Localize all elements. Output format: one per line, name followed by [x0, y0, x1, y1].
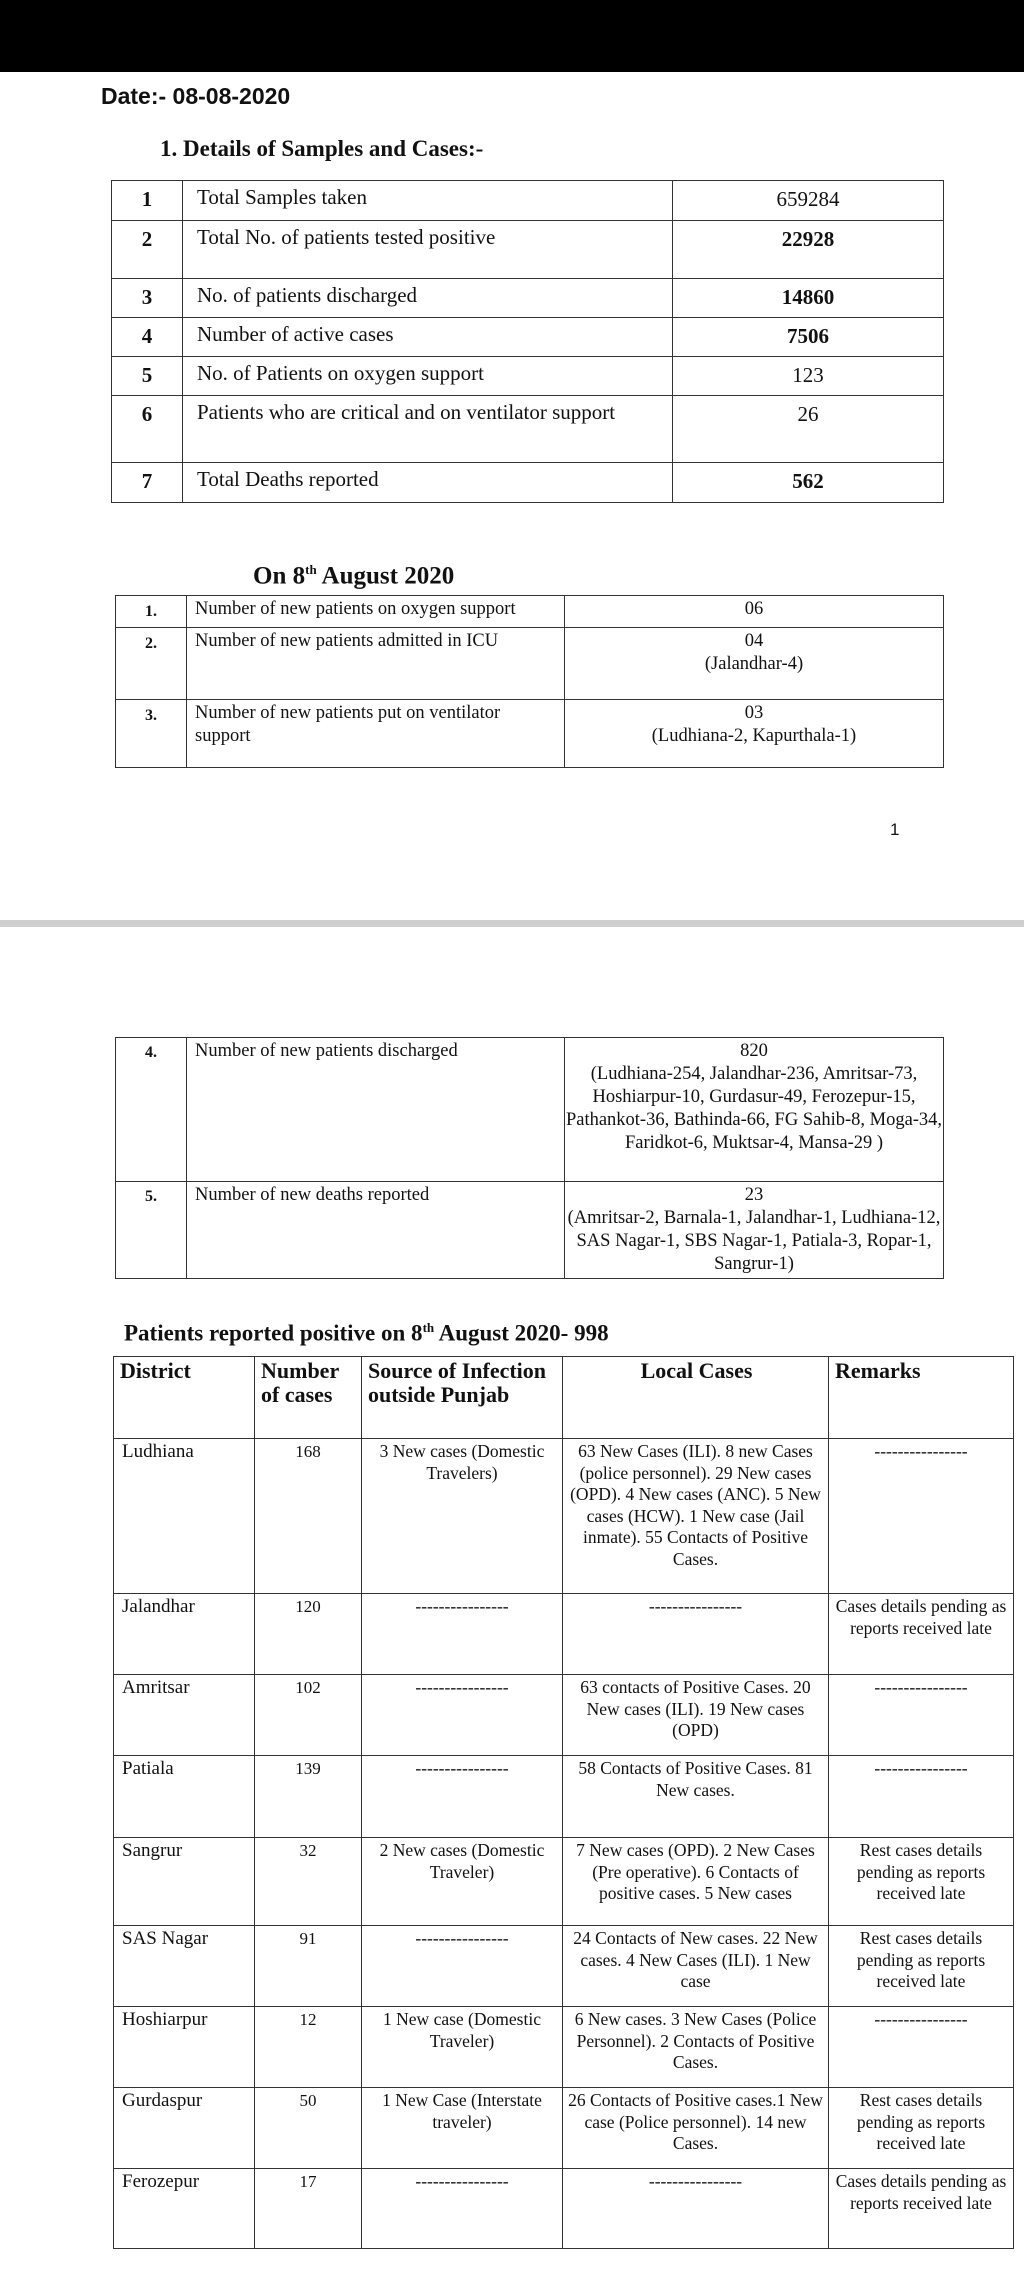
table-row	[112, 463, 944, 503]
district-cases-table	[113, 1356, 1014, 2249]
district-name: Ferozepur	[114, 2169, 255, 2249]
row-value-cell	[565, 596, 944, 628]
row-value-cell	[565, 1182, 944, 1279]
section-3-title: Patients reported positive on 8th August 2020- 998	[124, 1320, 609, 1346]
top-black-bar	[0, 0, 1024, 72]
table-row	[112, 357, 944, 396]
table-header-row	[114, 1357, 1014, 1439]
row-label: Number of active cases	[183, 318, 673, 357]
row-label: Number of new patients put on ventilator support	[187, 700, 565, 768]
remarks: ----------------	[829, 1756, 1014, 1838]
row-number: 4	[112, 318, 183, 357]
row-number: 3.	[116, 700, 187, 768]
row-number: 5	[112, 357, 183, 396]
row-number: 5.	[116, 1182, 187, 1279]
outside-source: 2 New cases (Domestic Traveler)	[362, 1838, 563, 1926]
remarks: ----------------	[829, 1439, 1014, 1594]
header-remarks: Remarks	[829, 1357, 1014, 1439]
row-value-cell	[565, 628, 944, 700]
outside-source: ----------------	[362, 1926, 563, 2007]
row-detail: (Amritsar-2, Barnala-1, Jalandhar-1, Ludhiana-12, SAS Nagar-1, SBS Nagar-1, Patiala-3, Ropar-1, Sangrur-1)	[567, 1208, 941, 1274]
row-label: No. of patients discharged	[183, 279, 673, 318]
outside-source: 3 New cases (Domestic Travelers)	[362, 1439, 563, 1594]
row-number: 2	[112, 221, 183, 279]
header-cases: Number of cases	[255, 1357, 362, 1439]
row-value: 7506	[673, 318, 944, 357]
remarks: Cases details pending as reports received late	[829, 1594, 1014, 1675]
local-cases: ----------------	[563, 2169, 829, 2249]
row-value: 22928	[673, 221, 944, 279]
page-number: 1	[890, 820, 900, 839]
row-number: 1.	[116, 596, 187, 628]
table-row	[116, 1038, 944, 1182]
case-count: 91	[255, 1926, 362, 2007]
row-number: 1	[112, 181, 183, 221]
case-count: 139	[255, 1756, 362, 1838]
remarks: Cases details pending as reports received late	[829, 2169, 1014, 2249]
table-row	[114, 2007, 1014, 2088]
district-name: Patiala	[114, 1756, 255, 1838]
table-row	[114, 1838, 1014, 1926]
outside-source: 1 New case (Domestic Traveler)	[362, 2007, 563, 2088]
row-value: 562	[673, 463, 944, 503]
district-name: Gurdaspur	[114, 2088, 255, 2169]
row-value: 659284	[673, 181, 944, 221]
row-number: 2.	[116, 628, 187, 700]
row-detail: (Jalandhar-4)	[704, 654, 804, 674]
local-cases: 26 Contacts of Positive cases.1 New case (Police personnel). 14 new Cases.	[563, 2088, 829, 2169]
row-detail: (Ludhiana-254, Jalandhar-236, Amritsar-73, Hoshiarpur-10, Gurdasur-49, Ferozepur-15, Pathankot-36, Bathinda-66, FG Sahib-8, Moga-34, Faridkot-6, Muktsar-4, Mansa-29 )	[565, 1064, 943, 1153]
table-row	[114, 1926, 1014, 2007]
table-row	[114, 2169, 1014, 2249]
local-cases: 63 contacts of Positive Cases. 20 New cases (ILI). 19 New cases (OPD)	[563, 1675, 829, 1756]
outside-source: ----------------	[362, 2169, 563, 2249]
remarks: ----------------	[829, 1675, 1014, 1756]
page-divider	[0, 920, 1024, 927]
outside-source: ----------------	[362, 1756, 563, 1838]
row-number: 7	[112, 463, 183, 503]
daily-summary-table	[115, 595, 944, 768]
row-label: Total Deaths reported	[183, 463, 673, 503]
table-row	[112, 318, 944, 357]
remarks: Rest cases details pending as reports received late	[829, 1926, 1014, 2007]
header-source: Source of Infection outside Punjab	[362, 1357, 563, 1439]
row-number: 4.	[116, 1038, 187, 1182]
daily-summary-table-continued	[115, 1037, 944, 1279]
samples-cases-table	[111, 180, 944, 503]
row-value-cell	[565, 700, 944, 768]
local-cases: 6 New cases. 3 New Cases (Police Personnel). 2 Contacts of Positive Cases.	[563, 2007, 829, 2088]
case-count: 50	[255, 2088, 362, 2169]
table-row	[112, 279, 944, 318]
local-cases: 63 New Cases (ILI). 8 new Cases (police personnel). 29 New cases (OPD). 4 New cases (ANC). 5 New cases (HCW). 1 New case (Jail inmate). 55 Contacts of Positive Cases.	[563, 1439, 829, 1594]
row-value: 14860	[673, 279, 944, 318]
section-1-title: 1. Details of Samples and Cases:-	[160, 136, 484, 161]
district-name: Hoshiarpur	[114, 2007, 255, 2088]
table-row	[112, 221, 944, 279]
section-2-title: On 8th August 2020	[253, 562, 455, 590]
table-row	[116, 700, 944, 768]
district-name: SAS Nagar	[114, 1926, 255, 2007]
row-label: Number of new patients discharged	[187, 1038, 565, 1182]
row-label: Total Samples taken	[183, 181, 673, 221]
table-row	[114, 1756, 1014, 1838]
district-name: Ludhiana	[114, 1439, 255, 1594]
table-row	[116, 596, 944, 628]
table-row	[116, 628, 944, 700]
row-number: 3	[112, 279, 183, 318]
header-local-cases: Local Cases	[563, 1357, 829, 1439]
table-row	[114, 1439, 1014, 1594]
table-row	[116, 1182, 944, 1279]
case-count: 102	[255, 1675, 362, 1756]
case-count: 168	[255, 1439, 362, 1594]
row-value: 03	[744, 703, 764, 723]
district-name: Amritsar	[114, 1675, 255, 1756]
district-name: Sangrur	[114, 1838, 255, 1926]
local-cases: ----------------	[563, 1594, 829, 1675]
row-label: Patients who are critical and on ventilator support	[183, 396, 673, 463]
row-label: Number of new patients admitted in ICU	[187, 628, 565, 700]
remarks: Rest cases details pending as reports received late	[829, 2088, 1014, 2169]
table-row	[112, 181, 944, 221]
outside-source: ----------------	[362, 1594, 563, 1675]
row-label: Total No. of patients tested positive	[183, 221, 673, 279]
row-label: Number of new deaths reported	[187, 1182, 565, 1279]
row-value: 820	[740, 1041, 768, 1061]
table-row	[114, 2088, 1014, 2169]
outside-source: ----------------	[362, 1675, 563, 1756]
local-cases: 7 New cases (OPD). 2 New Cases (Pre operative). 6 Contacts of positive cases. 5 New cases	[563, 1838, 829, 1926]
case-count: 17	[255, 2169, 362, 2249]
local-cases: 24 Contacts of New cases. 22 New cases. 4 New Cases (ILI). 1 New case	[563, 1926, 829, 2007]
outside-source: 1 New Case (Interstate traveler)	[362, 2088, 563, 2169]
remarks: ----------------	[829, 2007, 1014, 2088]
case-count: 32	[255, 1838, 362, 1926]
row-value: 06	[744, 599, 764, 619]
table-row	[114, 1594, 1014, 1675]
header-district: District	[114, 1357, 255, 1439]
table-row	[112, 396, 944, 463]
report-date: Date:- 08-08-2020	[101, 83, 291, 109]
row-value: 04	[744, 631, 764, 651]
row-number: 6	[112, 396, 183, 463]
local-cases: 58 Contacts of Positive Cases. 81 New cases.	[563, 1756, 829, 1838]
row-value-cell	[565, 1038, 944, 1182]
table-row	[114, 1675, 1014, 1756]
row-value: 26	[673, 396, 944, 463]
case-count: 120	[255, 1594, 362, 1675]
case-count: 12	[255, 2007, 362, 2088]
row-value: 123	[673, 357, 944, 396]
row-label: Number of new patients on oxygen support	[187, 596, 565, 628]
row-label: No. of Patients on oxygen support	[183, 357, 673, 396]
remarks: Rest cases details pending as reports received late	[829, 1838, 1014, 1926]
row-detail: (Ludhiana-2, Kapurthala-1)	[651, 726, 857, 746]
district-name: Jalandhar	[114, 1594, 255, 1675]
row-value: 23	[744, 1185, 764, 1205]
